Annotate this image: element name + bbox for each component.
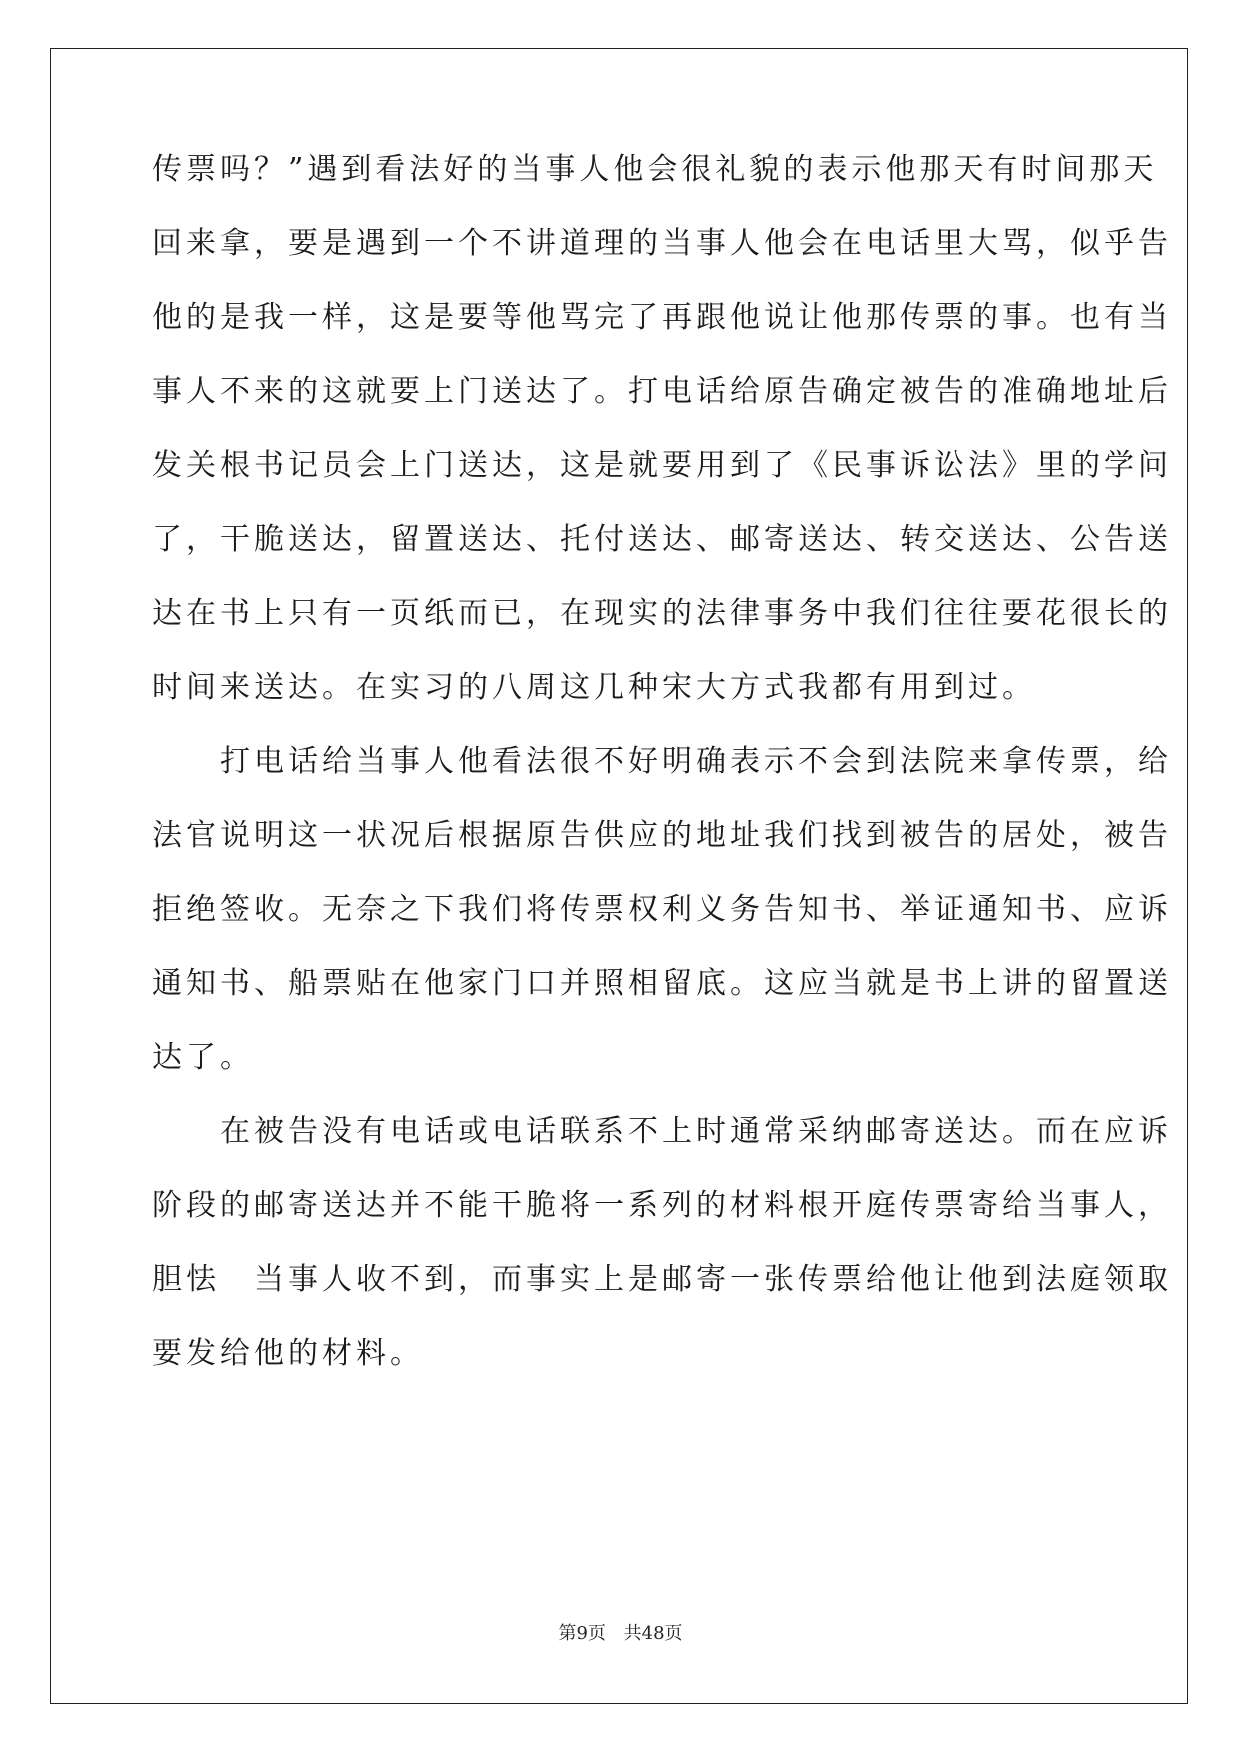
text-line: 了，干脆送达，留置送达、托付送达、邮寄送达、转交送达、公告送: [152, 522, 1172, 557]
text-line: 拒绝签收。无奈之下我们将传票权利义务告知书、举证通知书、应诉: [152, 892, 1172, 927]
page-footer: [0, 1622, 1241, 1646]
text-line: 时间来送达。在实习的八周这几种宋大方式我都有用到过。: [152, 670, 1036, 705]
text-line: 发关根书记员会上门送达，这是就要用到了《民事诉讼法》里的学问: [152, 448, 1172, 483]
text-line: 他的是我一样，这是要等他骂完了再跟他说让他那传票的事。也有当: [152, 300, 1172, 335]
text-line: 阶段的邮寄送达并不能干脆将一系列的材料根开庭传票寄给当事人，: [152, 1188, 1172, 1223]
text-line: 达在书上只有一页纸而已，在现实的法律事务中我们往往要花很长的: [152, 596, 1172, 631]
text-line: 通知书、船票贴在他家门口并照相留底。这应当就是书上讲的留置送: [152, 966, 1172, 1001]
text-line: 达了。: [152, 1040, 254, 1075]
page-total: 共48页: [623, 1623, 683, 1644]
text-line: 法官说明这一状况后根据原告供应的地址我们找到被告的居处，被告: [152, 818, 1172, 853]
text-line: 胆怯 当事人收不到，而事实上是邮寄一张传票给他让他到法庭领取: [152, 1262, 1172, 1297]
text-line: 要发给他的材料。: [152, 1336, 424, 1371]
text-line: 回来拿，要是遇到一个不讲道理的当事人他会在电话里大骂，似乎告: [152, 226, 1172, 261]
text-line: 传票吗？”遇到看法好的当事人他会很礼貌的表示他那天有时间那天: [152, 152, 1158, 187]
page-number: 第9页: [558, 1623, 606, 1644]
text-line: 打电话给当事人他看法很不好明确表示不会到法院来拿传票，给: [152, 744, 1172, 779]
text-line: 在被告没有电话或电话联系不上时通常采纳邮寄送达。而在应诉: [152, 1114, 1172, 1149]
text-line: 事人不来的这就要上门送达了。打电话给原告确定被告的准确地址后: [152, 374, 1172, 409]
